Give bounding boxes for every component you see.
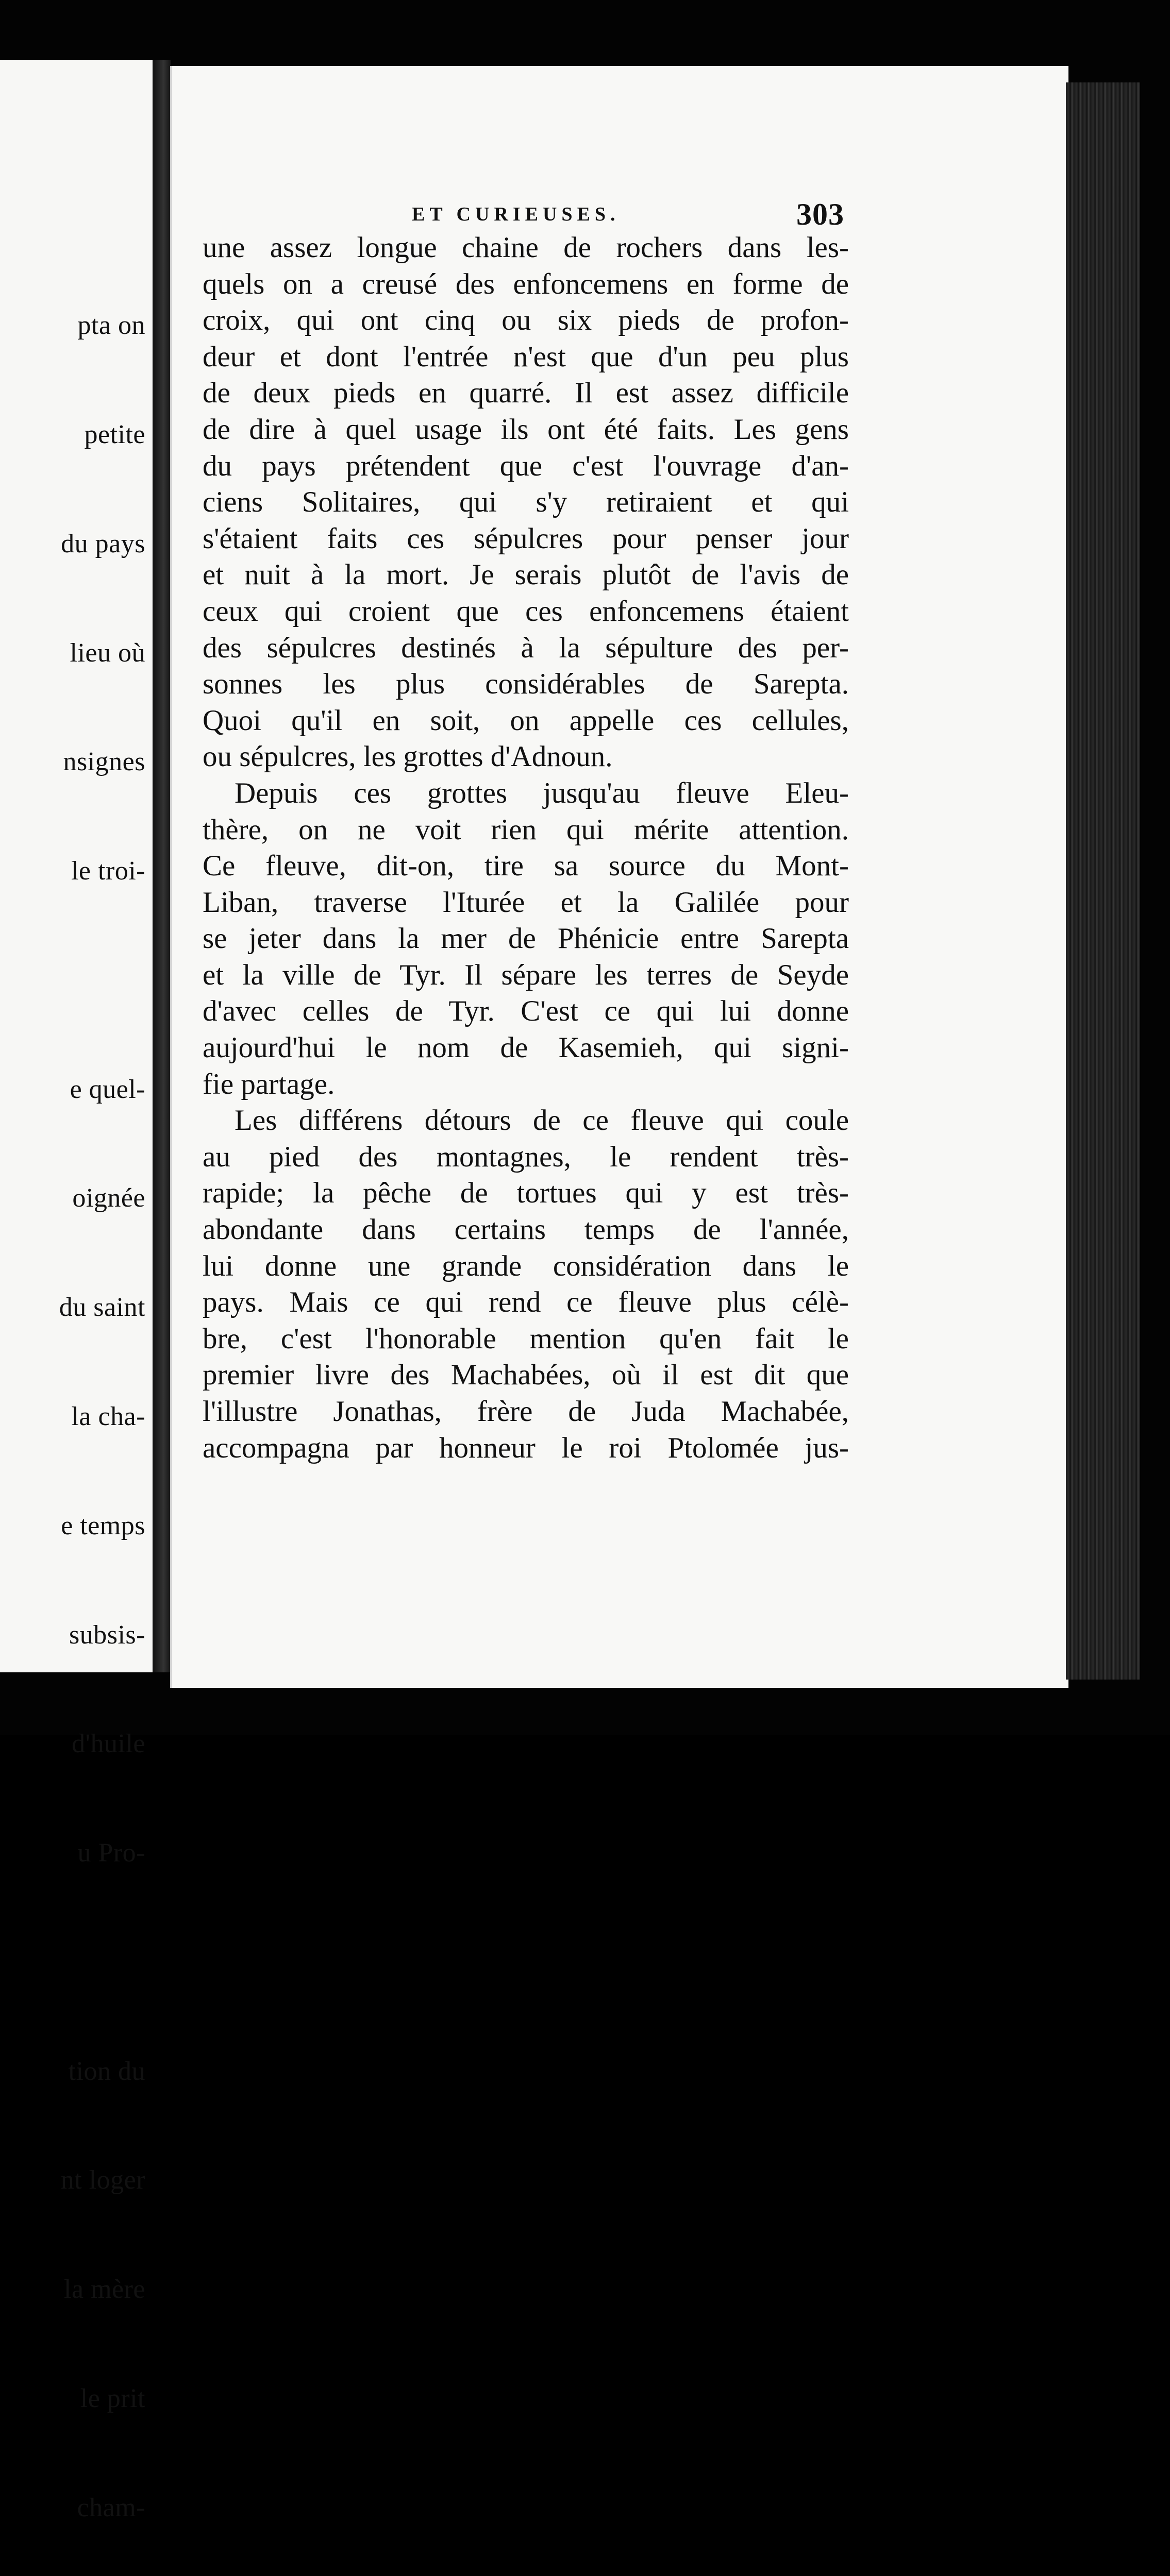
left-line: cham- [77, 2493, 145, 2522]
left-line: la mère [64, 2275, 145, 2304]
left-line: u Pro- [77, 1838, 145, 1868]
left-line [49, 1944, 145, 1981]
left-line: le prit [80, 2384, 145, 2414]
text-line: des sépulcres destinés à la sépulture des per- [203, 631, 849, 664]
left-line [49, 962, 145, 999]
text-line: accompagna par honneur le roi Ptolomée jus- [203, 1431, 849, 1464]
running-title: ET CURIEUSES. [412, 204, 620, 225]
text-line: Ce fleuve, dit-on, tire sa source du Mont- [203, 850, 849, 883]
left-line: la cha- [71, 1402, 145, 1431]
text-line: fie partage. [203, 1067, 335, 1100]
left-line: d'huile [72, 1729, 145, 1759]
text-line: Depuis ces grottes jusqu'au fleuve Eleu- [235, 776, 849, 809]
text-line: bre, c'est l'honorable mention qu'en fait le [203, 1322, 849, 1355]
text-line: de dire à quel usage ils ont été faits. Les gens [203, 413, 849, 446]
text-line: pays. Mais ce qui rend ce fleuve plus célè- [203, 1286, 849, 1319]
book-page-edge [1066, 82, 1140, 1680]
text-line: une assez longue chaine de rochers dans les- [203, 231, 849, 264]
left-facing-page [0, 60, 155, 2522]
text-line: thère, on ne voit rien qui mérite attention. [203, 813, 849, 846]
left-page-text [49, 235, 145, 2576]
left-line: subsis- [69, 1620, 145, 1650]
text-line: Liban, traverse l'Iturée et la Galilée pour [203, 886, 849, 919]
text-line: du pays prétendent que c'est l'ouvrage d'an- [203, 449, 849, 482]
left-line: pta on [77, 311, 145, 341]
text-line: rapide; la pêche de tortues qui y est très- [203, 1177, 849, 1210]
text-line: croix, qui ont cinq ou six pieds de profon- [203, 304, 849, 337]
text-line: Les différens détours de ce fleuve qui coule [235, 1104, 849, 1137]
text-line: premier livre des Machabées, où il est dit que [203, 1359, 849, 1392]
text-line: ceux qui croient que ces enfoncemens étaient [203, 595, 849, 628]
text-line: et nuit à la mort. Je serais plutôt de l'avis de [203, 558, 849, 591]
left-line: le troi- [71, 856, 145, 886]
text-line: lui donne une grande considération dans le [203, 1249, 849, 1282]
text-line: ou sépulcres, les grottes d'Adnoun. [203, 740, 613, 773]
book-gutter [153, 60, 171, 1672]
text-line: sonnes les plus considérables de Sarepta. [203, 668, 849, 701]
text-line: aujourd'hui le nom de Kasemieh, qui signi- [203, 1031, 849, 1064]
left-line: nsignes [63, 747, 145, 777]
body-text [203, 230, 849, 1466]
text-line: quels on a creusé des enfoncemens en forme de [203, 267, 849, 300]
text-line: l'illustre Jonathas, frère de Juda Machabée, [203, 1395, 849, 1428]
left-line: du pays [61, 529, 145, 558]
text-line: s'étaient faits ces sépulcres pour penser jour [203, 522, 849, 555]
page-number: 303 [796, 197, 844, 231]
left-line: oignée [72, 1183, 145, 1213]
text-line: deur et dont l'entrée n'est que d'un peu plus [203, 340, 849, 373]
text-line: de deux pieds en quarré. Il est assez difficile [203, 377, 849, 410]
text-line: et la ville de Tyr. Il sépare les terres de Seyde [203, 958, 849, 991]
text-line: abondante dans certains temps de l'année, [203, 1213, 849, 1246]
left-line: e quel- [70, 1074, 145, 1104]
text-line: Quoi qu'il en soit, on appelle ces cellules, [203, 704, 849, 737]
text-line: se jeter dans la mer de Phénicie entre Sarepta [203, 922, 849, 955]
text-line: d'avec celles de Tyr. C'est ce qui lui donne [203, 995, 849, 1028]
left-line: tion du [68, 2056, 145, 2086]
left-line: lieu où [70, 638, 145, 668]
right-page [170, 66, 1068, 1688]
left-line: petite [84, 419, 145, 449]
left-line: nt loger [60, 2165, 145, 2195]
text-line: ciens Solitaires, qui s'y retiraient et qui [203, 486, 849, 519]
left-line: e temps [61, 1511, 145, 1540]
left-line: du saint [59, 1293, 145, 1323]
text-line: au pied des montagnes, le rendent très- [203, 1140, 849, 1173]
